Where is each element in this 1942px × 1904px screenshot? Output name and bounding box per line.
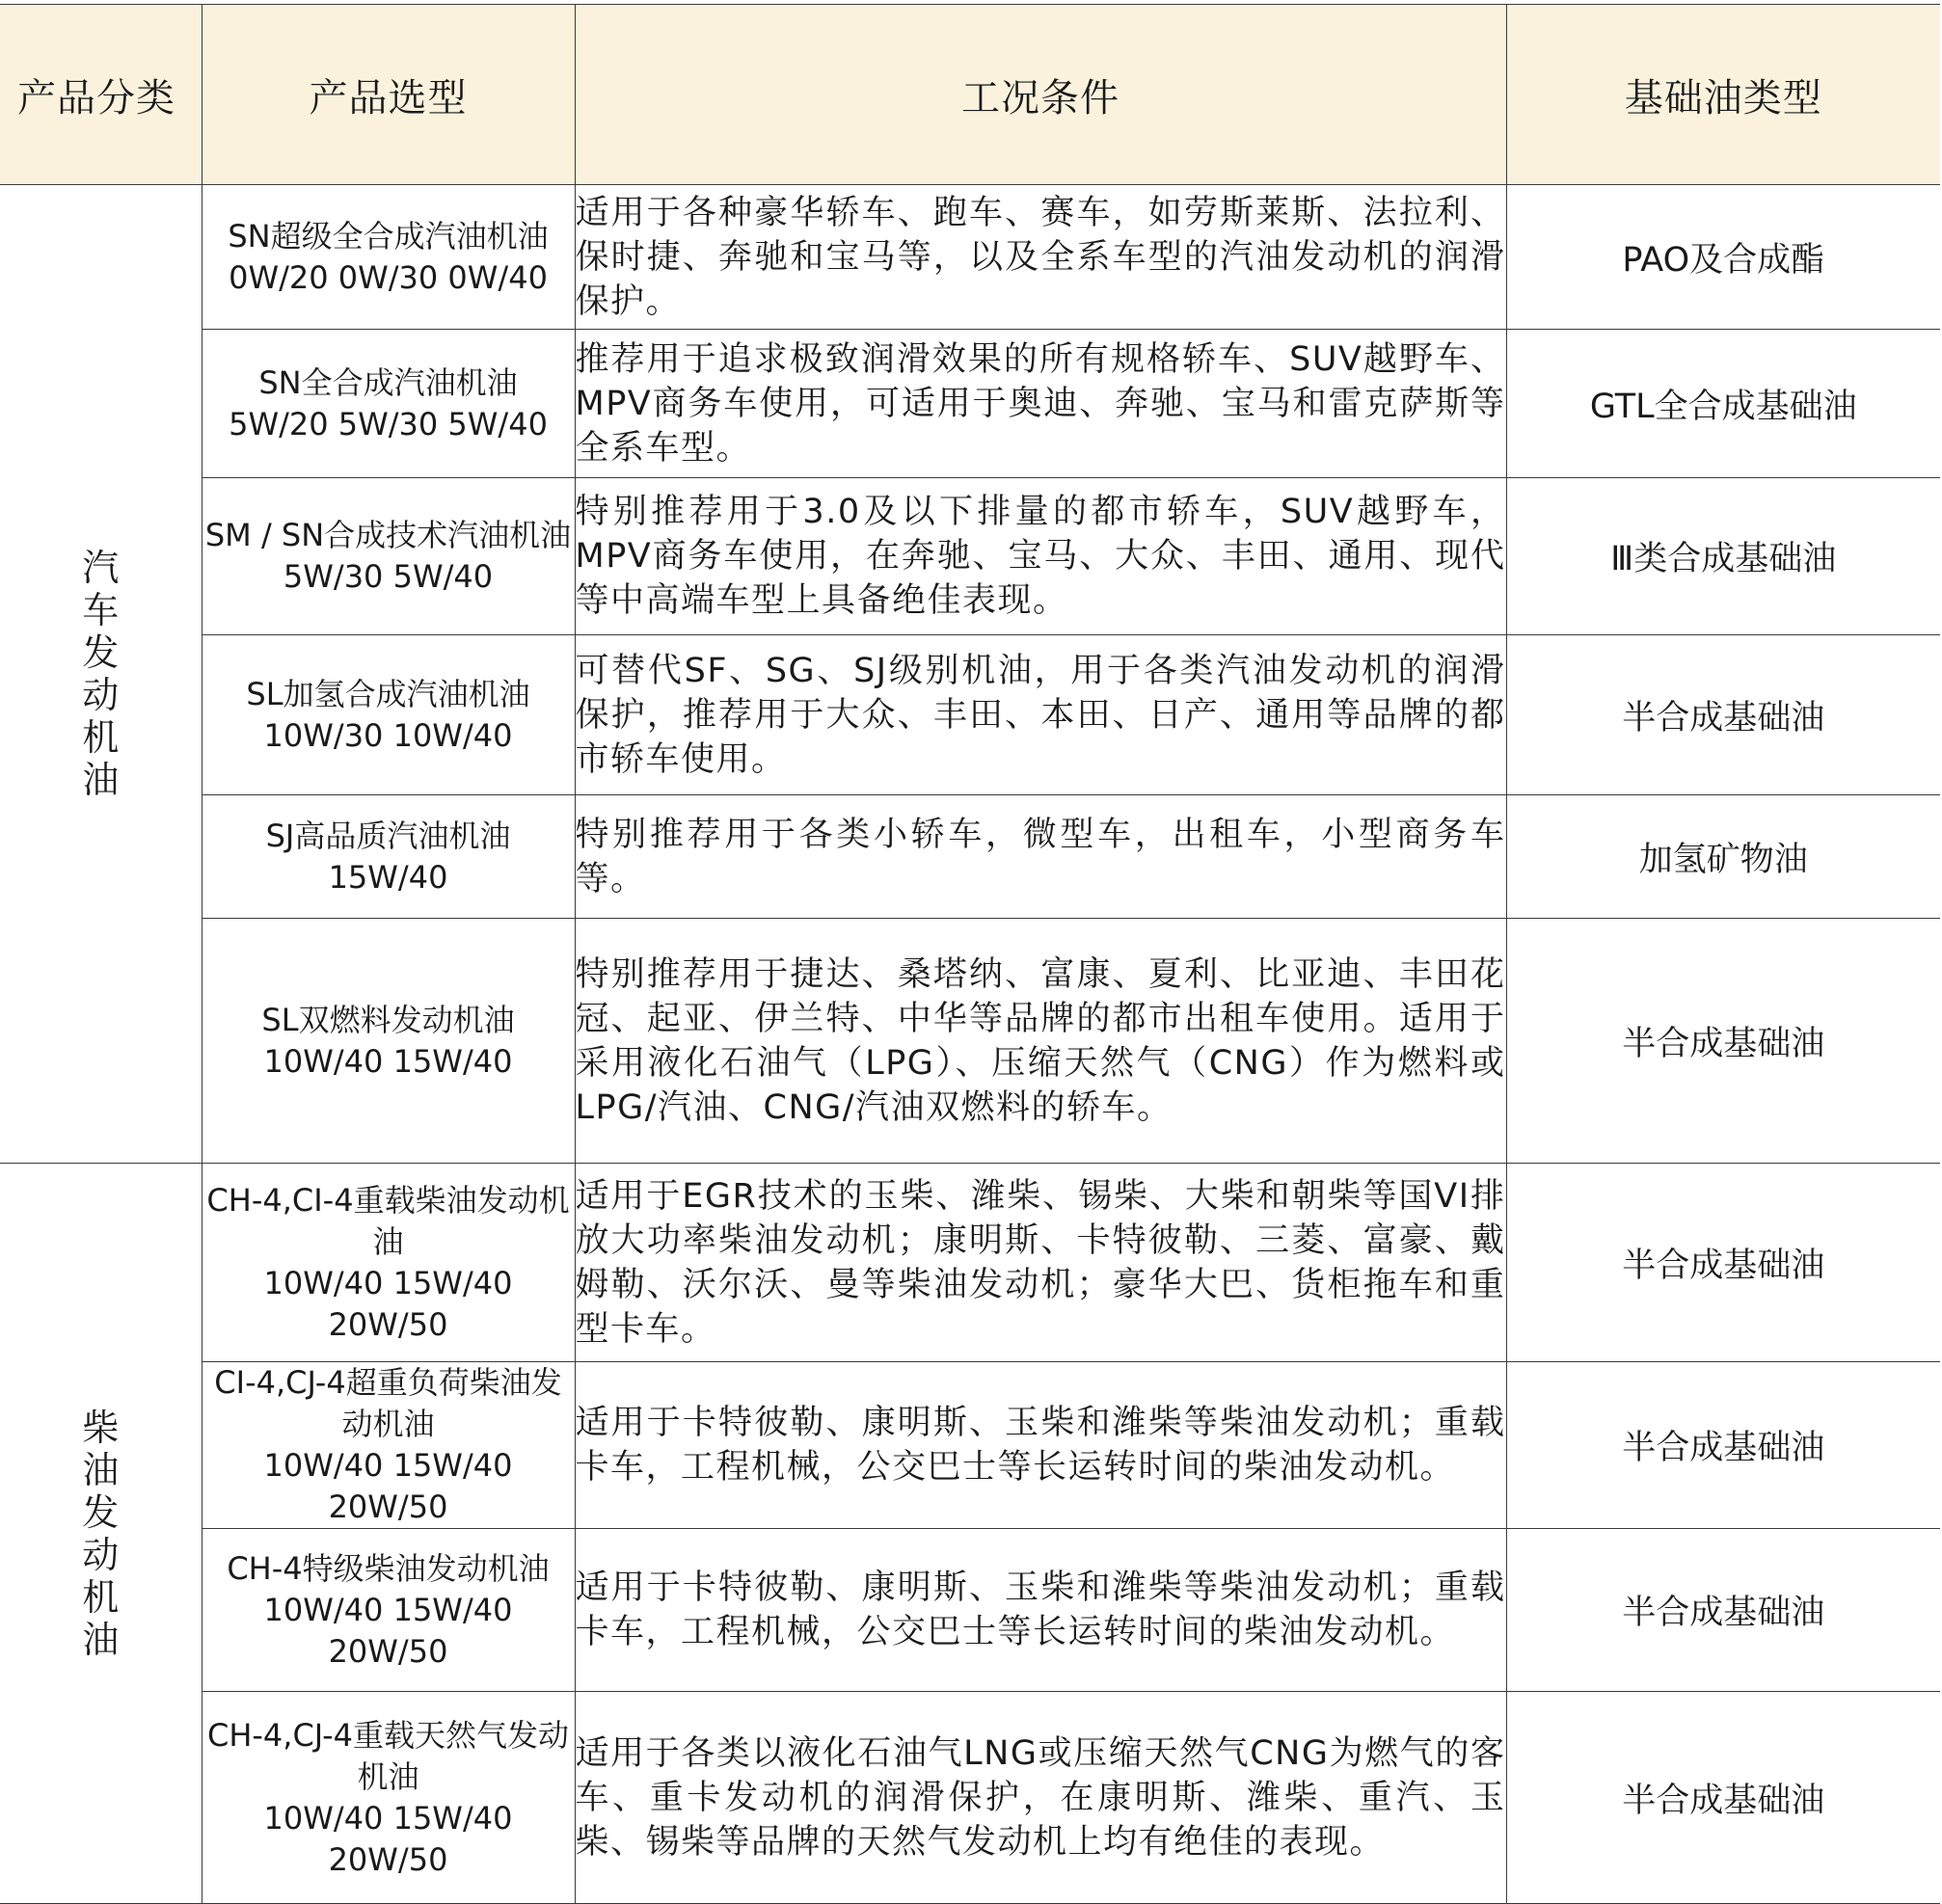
header-base-oil: 基础油类型 [1506,5,1940,185]
condition-cell: 推荐用于追求极致润滑效果的所有规格轿车、SUV越野车、MPV商务车使用，可适用于奥迪、奔驰、宝马和雷克萨斯等全系车型。 [575,330,1506,478]
product-name: CH-4,CI-4重载柴油发动机油 [206,1181,570,1260]
base-oil-cell: 半合成基础油 [1506,1164,1940,1362]
product-grades: 5W/20 5W/30 5W/40 [229,405,548,442]
table-row [0,478,1940,635]
condition-cell: 特别推荐用于捷达、桑塔纳、富康、夏利、比亚迪、丰田花冠、起亚、伊兰特、中华等品牌的都市出租车使用。适用于采用液化石油气（LPG）、压缩天然气（CNG）作为燃料或LPG/汽油、CNG/汽油双燃料的轿车。 [575,919,1506,1164]
base-oil-cell: 半合成基础油 [1506,635,1940,795]
condition-cell: 适用于各种豪华轿车、跑车、赛车，如劳斯莱斯、法拉利、保时捷、奔驰和宝马等，以及全系车型的汽油发动机的润滑保护。 [575,185,1506,330]
table-row [0,1164,1940,1362]
base-oil-cell: 半合成基础油 [1506,1692,1940,1904]
product-cell [202,1529,575,1692]
condition-cell: 特别推荐用于3.0及以下排量的都市轿车，SUV越野车，MPV商务车使用，在奔驰、宝马、大众、丰田、通用、现代等中高端车型上具备绝佳表现。 [575,478,1506,635]
product-grades: 10W/40 15W/40 [263,1042,513,1080]
product-name: SJ高品质汽油机油 [265,817,511,854]
category-label: 柴油发动机油 [82,1406,120,1661]
condition-cell: 适用于EGR技术的玉柴、潍柴、锡柴、大柴和朝柴等国VI排放大功率柴油发动机；康明斯、卡特彼勒、三菱、富豪、戴姆勒、沃尔沃、曼等柴油发动机；豪华大巴、货柜拖车和重型卡车。 [575,1164,1506,1362]
product-grades: 10W/40 15W/40 20W/50 [263,1799,513,1878]
base-oil-cell: GTL全合成基础油 [1506,330,1940,478]
product-table [0,4,1940,1904]
condition-cell: 可替代SF、SG、SJ级别机油，用于各类汽油发动机的润滑保护，推荐用于大众、丰田、本田、日产、通用等品牌的都市轿车使用。 [575,635,1506,795]
table-row [0,1692,1940,1904]
header-condition: 工况条件 [575,5,1506,185]
base-oil-cell: 半合成基础油 [1506,1529,1940,1692]
product-cell [202,1164,575,1362]
product-cell [202,478,575,635]
product-name: SL双燃料发动机油 [261,1001,515,1038]
condition-cell: 适用于各类以液化石油气LNG或压缩天然气CNG为燃气的客车、重卡发动机的润滑保护，在康明斯、潍柴、重汽、玉柴、锡柴等品牌的天然气发动机上均有绝佳的表现。 [575,1692,1506,1904]
product-cell [202,1362,575,1529]
product-cell [202,185,575,330]
product-grades: 10W/40 15W/40 20W/50 [263,1591,513,1670]
header-category: 产品分类 [0,5,202,185]
product-name: CH-4特级柴油发动机油 [227,1549,550,1587]
product-name: CH-4,CJ-4重载天然气发动机油 [206,1716,570,1795]
product-grades: 0W/20 0W/30 0W/40 [229,258,548,296]
table-row [0,1362,1940,1529]
condition-cell: 特别推荐用于各类小轿车，微型车，出租车，小型商务车等。 [575,795,1506,919]
table-row [0,330,1940,478]
table-row [0,635,1940,795]
base-oil-cell: Ⅲ类合成基础油 [1506,478,1940,635]
base-oil-cell: 半合成基础油 [1506,1362,1940,1529]
condition-cell: 适用于卡特彼勒、康明斯、玉柴和潍柴等柴油发动机；重载卡车，工程机械，公交巴士等长运转时间的柴油发动机。 [575,1529,1506,1692]
product-name: CI-4,CJ-4超重负荷柴油发动机油 [214,1364,562,1442]
product-name: SM / SN合成技术汽油机油 [204,517,572,553]
base-oil-cell: 半合成基础油 [1506,919,1940,1164]
product-grades: 10W/40 15W/40 20W/50 [263,1447,513,1525]
base-oil-cell: PAO及合成酯 [1506,185,1940,330]
product-grades: 10W/30 10W/40 [263,716,513,754]
header-product: 产品选型 [202,5,575,185]
product-grades: 15W/40 [328,858,448,896]
product-name: SL加氢合成汽油机油 [246,675,530,712]
base-oil-cell: 加氢矿物油 [1506,795,1940,919]
condition-cell: 适用于卡特彼勒、康明斯、玉柴和潍柴等柴油发动机；重载卡车，工程机械，公交巴士等长运转时间的柴油发动机。 [575,1362,1506,1529]
product-cell [202,919,575,1164]
product-name: SN全合成汽油机油 [258,363,518,401]
table-row [0,185,1940,330]
table-row [0,1529,1940,1692]
header-row [0,5,1940,185]
product-grades: 5W/30 5W/40 [283,558,494,595]
product-cell [202,1692,575,1904]
product-grades: 10W/40 15W/40 20W/50 [263,1264,513,1343]
category-cell [0,1164,202,1904]
category-cell [0,185,202,1164]
category-label: 汽车发动机油 [82,547,120,801]
table-row [0,919,1940,1164]
product-name: SN超级全合成汽油机油 [228,217,549,255]
product-cell [202,795,575,919]
product-cell [202,330,575,478]
product-cell [202,635,575,795]
table-row [0,795,1940,919]
